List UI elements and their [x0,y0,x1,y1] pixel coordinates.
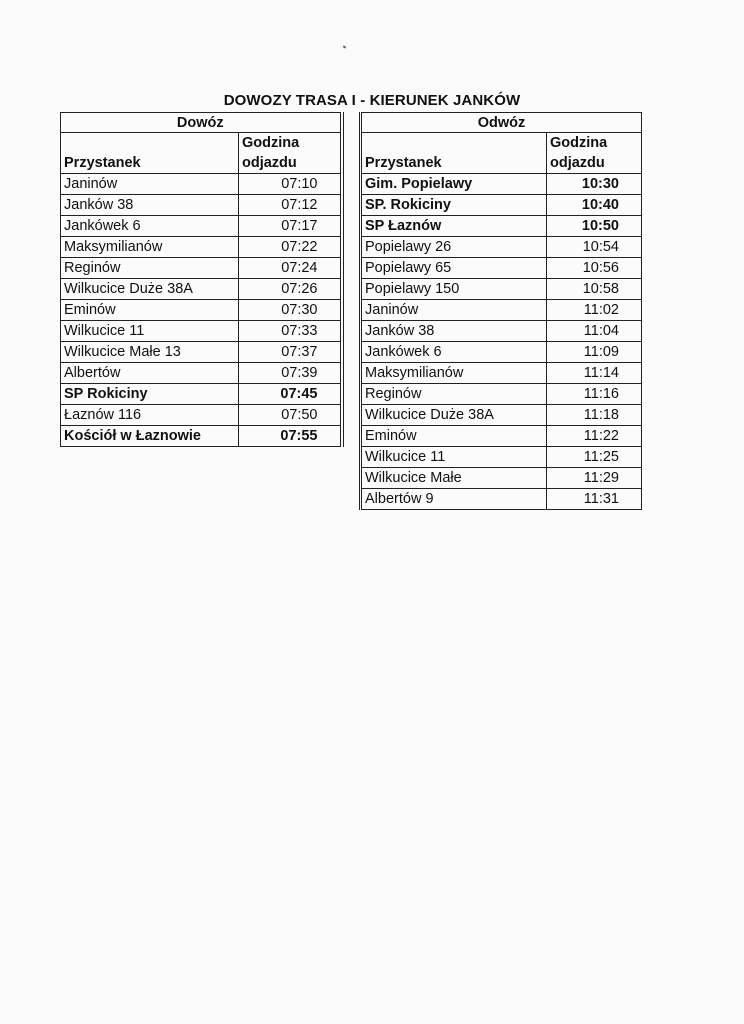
odwoz-table-row [361,468,642,489]
dowoz-table-row [61,216,342,237]
stop-name: Reginów [61,258,239,279]
odwoz-table-row [361,279,642,300]
stop-name: Janinów [361,300,547,321]
stop-name: SP Rokiciny [61,384,239,405]
stop-name: Gim. Popielawy [361,174,547,195]
odwoz-table-row [361,321,642,342]
odwoz-table-row [361,447,642,468]
stop-name: Reginów [361,384,547,405]
stop-name: Janków 38 [61,195,239,216]
stop-name: Eminów [61,300,239,321]
departure-time: 11:02 [547,300,642,321]
departure-time: 10:30 [547,174,642,195]
departure-time: 11:16 [547,384,642,405]
odwoz-table-row [361,363,642,384]
odwoz-table-row [361,426,642,447]
dowoz-table-row [61,237,342,258]
departure-time: 10:58 [547,279,642,300]
odwoz-col-time: Godzina odjazdu [547,133,642,174]
stop-name: Popielawy 65 [361,258,547,279]
odwoz-table-row [361,489,642,510]
dowoz-table-row [61,258,342,279]
departure-time: 10:50 [547,216,642,237]
odwoz-table-row [361,237,642,258]
odwoz-table-row [361,300,642,321]
dowoz-table-row [61,384,342,405]
departure-time: 07:50 [239,405,342,426]
stop-name: Maksymilianów [61,237,239,258]
stop-name: Janków 38 [361,321,547,342]
odwoz-table-row [361,258,642,279]
departure-time: 11:31 [547,489,642,510]
departure-time: 07:45 [239,384,342,405]
departure-time: 07:12 [239,195,342,216]
departure-time: 07:17 [239,216,342,237]
departure-time: 11:25 [547,447,642,468]
stop-name: Wilkucice Małe 13 [61,342,239,363]
departure-time: 11:14 [547,363,642,384]
stop-name: Wilkucice Duże 38A [61,279,239,300]
stop-name: Wilkucice 11 [61,321,239,342]
stop-name: Popielawy 26 [361,237,547,258]
odwoz-table-row [361,174,642,195]
departure-time: 11:22 [547,426,642,447]
departure-time: 11:29 [547,468,642,489]
dowoz-header: Dowóz [61,113,342,133]
dowoz-table [60,112,344,447]
stop-name: Janinów [61,174,239,195]
odwoz-table-row [361,342,642,363]
stop-name: Eminów [361,426,547,447]
odwoz-table-row [361,216,642,237]
dowoz-table-row [61,342,342,363]
departure-time: 10:54 [547,237,642,258]
departure-time: 07:24 [239,258,342,279]
departure-time: 07:37 [239,342,342,363]
departure-time: 10:40 [547,195,642,216]
departure-time: 10:56 [547,258,642,279]
stop-name: Maksymilianów [361,363,547,384]
dowoz-col-time: Godzina odjazdu [239,133,342,174]
dowoz-table-row [61,174,342,195]
departure-time: 07:26 [239,279,342,300]
stop-name: Wilkucice Małe [361,468,547,489]
stop-name: Albertów [61,363,239,384]
stop-name: Jankówek 6 [361,342,547,363]
dowoz-table-row [61,426,342,447]
scan-speck [343,45,347,48]
dowoz-table-row [61,321,342,342]
stop-name: SP. Rokiciny [361,195,547,216]
dowoz-table-row [61,363,342,384]
dowoz-table-row [61,405,342,426]
departure-time: 07:55 [239,426,342,447]
dowoz-rows [61,174,342,447]
odwoz-col-stop: Przystanek [361,133,547,174]
departure-time: 11:04 [547,321,642,342]
departure-time: 11:09 [547,342,642,363]
dowoz-table-row [61,300,342,321]
dowoz-col-stop: Przystanek [61,133,239,174]
departure-time: 07:22 [239,237,342,258]
stop-name: Kościół w Łaznowie [61,426,239,447]
stop-name: Jankówek 6 [61,216,239,237]
odwoz-table-row [361,195,642,216]
stop-name: Wilkucice Duże 38A [361,405,547,426]
stop-name: Albertów 9 [361,489,547,510]
odwoz-table-row [361,405,642,426]
stop-name: SP Łaznów [361,216,547,237]
departure-time: 07:30 [239,300,342,321]
stop-name: Łaznów 116 [61,405,239,426]
departure-time: 11:18 [547,405,642,426]
dowoz-table-row [61,279,342,300]
stop-name: Popielawy 150 [361,279,547,300]
odwoz-rows [361,174,642,510]
departure-time: 07:39 [239,363,342,384]
odwoz-table-row [361,384,642,405]
odwoz-table [359,112,642,510]
page-title: DOWOZY TRASA I - KIERUNEK JANKÓW [223,92,521,109]
dowoz-table-row [61,195,342,216]
stop-name: Wilkucice 11 [361,447,547,468]
departure-time: 07:10 [239,174,342,195]
odwoz-header: Odwóz [361,113,642,133]
departure-time: 07:33 [239,321,342,342]
